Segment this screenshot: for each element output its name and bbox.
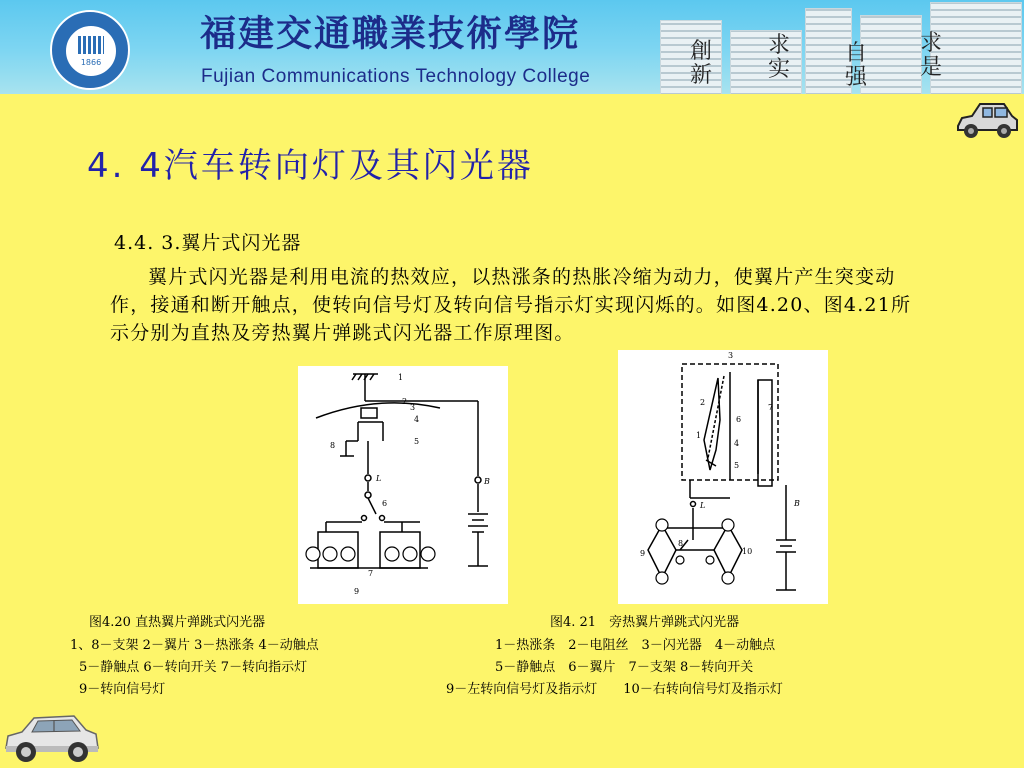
figure-4-20-caption-line: 1、8－支架 2－翼片 3－热涨条 4－动触点 (70, 638, 319, 653)
logo-emblem (65, 25, 117, 77)
figure-4-21-caption-title: 图4. 21 旁热翼片弹跳式闪光器 (550, 615, 740, 630)
car-icon (954, 100, 1020, 142)
label: 9 (640, 549, 646, 558)
figure-4-20-circuit-diagram (298, 366, 508, 604)
label: 3 (728, 351, 734, 360)
college-name-en: Fujian Communications Technology College (201, 66, 591, 87)
label: B (794, 499, 800, 508)
logo-year: 1866 (80, 58, 102, 67)
label: 3 (410, 403, 416, 412)
label: 9 (354, 587, 360, 596)
label: 5 (734, 461, 740, 470)
label: 8 (678, 539, 684, 548)
college-logo (50, 10, 130, 90)
label: 5 (414, 437, 420, 446)
motto-char: 自强 (844, 41, 867, 90)
body-paragraph: 翼片式闪光器是利用电流的热效应，以热涨条的热胀冷缩为动力，使翼片产生突变动作，接通和断开触点，使转向信号灯及转向信号指示灯实现闪烁的。如图4.20、图4.21所示分别为直热及旁热翼片弹跳式闪光器工作原理图。 (110, 266, 912, 344)
header-banner (0, 0, 1024, 94)
label: 2 (402, 397, 408, 406)
figure-4-21-circuit-diagram (618, 350, 828, 604)
motto-char: 創新 (689, 39, 712, 88)
figure-4-21-caption-line: 1－热涨条 2－电阻丝 3－闪光器 4－动触点 (495, 638, 776, 653)
background-building (860, 15, 922, 94)
label: 4 (414, 415, 420, 424)
label: L (700, 501, 706, 510)
label: 7 (768, 403, 774, 412)
figure-4-21-caption-line: 9－左转向信号灯及指示灯 10－右转向信号灯及指示灯 (446, 682, 783, 697)
figure-4-20-caption-line: 9－转向信号灯 (79, 682, 166, 697)
label: 1 (696, 431, 702, 440)
label: B (484, 477, 490, 486)
figure-4-21-caption-line: 5－静触点 6－翼片 7－支架 8－转向开关 (495, 660, 754, 675)
label: 1 (398, 373, 404, 382)
label: 8 (330, 441, 336, 450)
label: 6 (382, 499, 388, 508)
label: 10 (742, 547, 753, 556)
college-name-cn: 福建交通職業技術學院 (200, 12, 581, 55)
label: 2 (700, 398, 706, 407)
motto-char: 求是 (919, 31, 942, 80)
motto-char: 求实 (767, 33, 790, 82)
figure-4-20-caption-title: 图4.20 直热翼片弹跳式闪光器 (89, 615, 266, 630)
section-subtitle: 4.4. 3.翼片式闪光器 (114, 232, 302, 254)
suv-car-icon (2, 708, 102, 766)
figure-4-21-schematic (618, 350, 828, 604)
logo-building-icon (78, 36, 104, 54)
figure-4-20-schematic (298, 366, 508, 604)
label: 7 (368, 569, 374, 578)
figure-4-20-caption-line: 5－静触点 6－转向开关 7－转向指示灯 (79, 660, 308, 675)
slide-title: 4. 4汽车转向灯及其闪光器 (87, 146, 534, 186)
label: L (376, 474, 382, 483)
label: 4 (734, 439, 740, 448)
label: 6 (736, 415, 742, 424)
